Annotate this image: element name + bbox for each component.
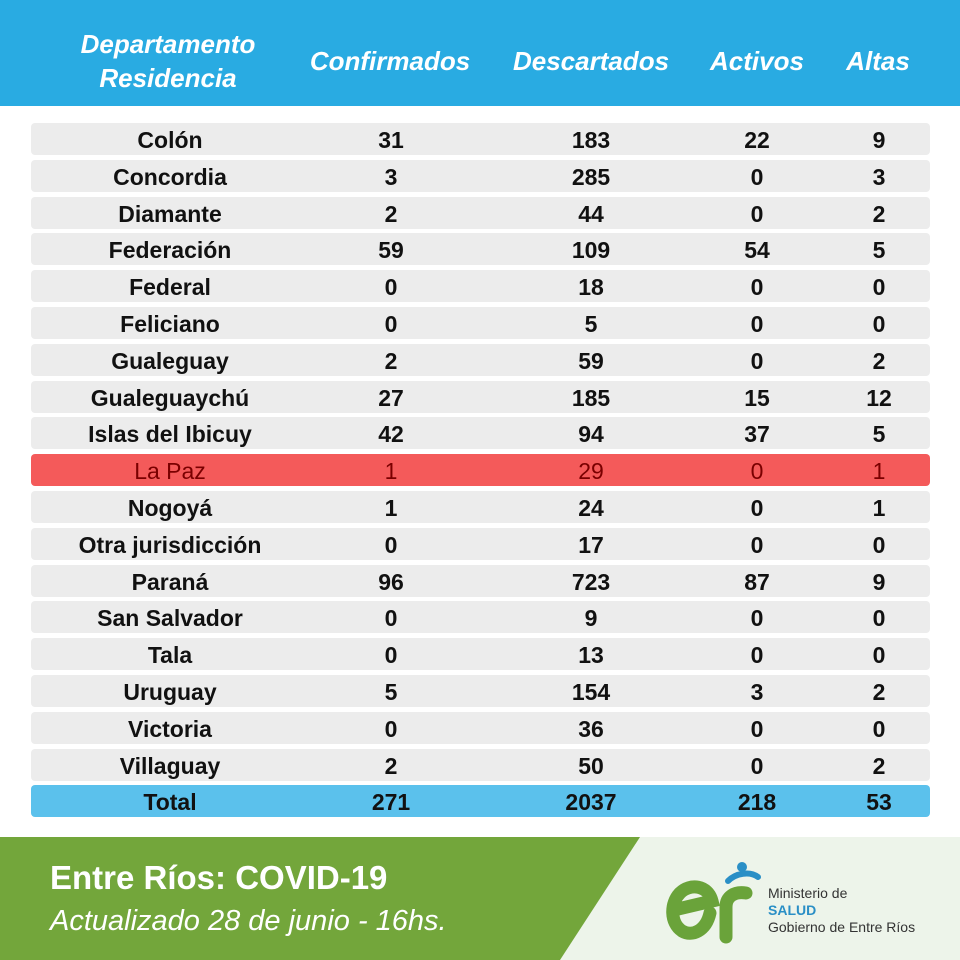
cell-confirmados: 0 (384, 531, 398, 558)
table-row (31, 528, 930, 560)
cell-activos: 0 (750, 274, 764, 301)
cell-altas: 0 (872, 715, 886, 742)
cell-activos: 0 (750, 458, 764, 485)
table-row (31, 160, 930, 192)
cell-confirmados: 0 (384, 274, 398, 301)
cell-departamento: Feliciano (120, 310, 220, 337)
cell-descartados: 18 (578, 274, 604, 301)
header-departamento-line1: Departamento (80, 29, 256, 59)
table-row (31, 344, 930, 376)
cell-departamento: Nogoyá (127, 494, 213, 521)
cell-departamento: Victoria (128, 715, 212, 742)
cell-activos: 0 (750, 752, 764, 779)
cell-confirmados: 0 (384, 605, 398, 632)
header-confirmados: Confirmados (309, 46, 471, 76)
cell-altas: 12 (866, 384, 892, 411)
cell-activos: 37 (744, 421, 770, 448)
table-row (31, 307, 930, 339)
cell-activos: 15 (744, 384, 770, 411)
cell-confirmados: 0 (384, 642, 398, 669)
cell-descartados: 285 (571, 163, 611, 190)
total-departamento: Total (143, 789, 197, 816)
cell-descartados: 24 (578, 494, 604, 521)
total-descartados: 2037 (565, 789, 617, 816)
table-row (31, 381, 930, 413)
footer-title: Entre Ríos: COVID-19 (50, 859, 388, 896)
cell-altas: 9 (872, 127, 886, 153)
cell-confirmados: 1 (384, 494, 398, 521)
ministerio-salud: SALUD (768, 902, 817, 918)
total-row (31, 785, 930, 817)
cell-activos: 0 (750, 642, 764, 669)
cell-descartados: 13 (578, 642, 604, 669)
total-activos: 218 (737, 789, 777, 816)
cell-activos: 0 (750, 531, 764, 558)
cell-confirmados: 0 (384, 310, 398, 337)
cell-departamento: Uruguay (123, 678, 217, 705)
cell-departamento: San Salvador (97, 605, 243, 632)
cell-descartados: 50 (578, 752, 604, 779)
cell-departamento: Gualeguaychú (90, 384, 250, 411)
cell-confirmados: 3 (384, 163, 398, 190)
cell-departamento: Concordia (113, 163, 227, 190)
cell-altas: 2 (872, 200, 886, 227)
cell-descartados: 94 (578, 421, 604, 448)
cell-altas: 3 (872, 163, 886, 190)
table-row (31, 712, 930, 744)
cell-activos: 87 (744, 568, 770, 595)
cell-descartados: 59 (578, 347, 604, 374)
cell-altas: 2 (872, 678, 886, 705)
total-altas: 53 (866, 789, 892, 816)
cell-activos: 0 (750, 605, 764, 632)
table-row (31, 601, 930, 633)
cell-departamento: La Paz (134, 458, 206, 485)
header-activos: Activos (710, 46, 804, 76)
table-row (31, 638, 930, 670)
cell-descartados: 9 (584, 605, 598, 632)
cell-altas: 0 (872, 605, 886, 632)
cell-descartados: 44 (578, 200, 604, 227)
cell-altas: 0 (872, 310, 886, 337)
cell-descartados: 109 (571, 237, 611, 264)
cell-departamento: Villaguay (119, 752, 221, 779)
cell-descartados: 29 (578, 458, 604, 485)
table-row (31, 417, 930, 449)
table-row (31, 565, 930, 597)
cell-descartados: 5 (584, 310, 598, 337)
cell-activos: 22 (744, 127, 770, 153)
cell-confirmados: 2 (384, 752, 398, 779)
cell-confirmados: 5 (384, 678, 398, 705)
cell-departamento: Otra jurisdicción (78, 531, 262, 558)
cell-descartados: 183 (571, 127, 611, 153)
cell-descartados: 723 (571, 568, 611, 595)
cell-altas: 2 (872, 347, 886, 374)
cell-departamento: Islas del Ibicuy (88, 421, 252, 448)
cell-activos: 0 (750, 347, 764, 374)
cell-confirmados: 1 (384, 458, 398, 485)
cell-activos: 0 (750, 494, 764, 521)
cell-descartados: 185 (571, 384, 611, 411)
cell-confirmados: 2 (384, 200, 398, 227)
cell-activos: 0 (750, 163, 764, 190)
ministerio-label (768, 885, 915, 936)
cell-departamento: Gualeguay (111, 347, 229, 374)
cell-altas: 0 (872, 274, 886, 301)
table-row (31, 675, 930, 707)
cell-confirmados: 0 (384, 715, 398, 742)
total-confirmados: 271 (371, 789, 411, 816)
cell-descartados: 36 (578, 715, 604, 742)
cell-departamento: Federal (129, 274, 211, 301)
table-row (31, 454, 930, 486)
cell-altas: 5 (872, 237, 886, 264)
cell-confirmados: 96 (378, 568, 404, 595)
cell-departamento: Diamante (118, 200, 222, 227)
cell-activos: 0 (750, 310, 764, 337)
cell-descartados: 154 (571, 678, 611, 705)
cell-activos: 54 (744, 237, 770, 264)
cell-confirmados: 27 (378, 384, 404, 411)
cell-altas: 1 (872, 458, 886, 485)
table-row (31, 491, 930, 523)
header-departamento-line2: Residencia (99, 63, 237, 93)
cell-descartados: 17 (578, 531, 604, 558)
table-row (31, 749, 930, 781)
table-row (31, 270, 930, 302)
cell-departamento: Colón (137, 127, 203, 153)
header-altas: Altas (846, 46, 910, 76)
cell-departamento: Tala (147, 642, 193, 669)
cell-altas: 1 (872, 494, 886, 521)
footer (0, 837, 960, 960)
footer-subtitle: Actualizado 28 de junio - 16hs. (50, 905, 447, 937)
header-descartados: Descartados (512, 46, 670, 76)
er-logo-icon (666, 857, 766, 947)
table-row (31, 123, 930, 155)
cell-departamento: Federación (108, 237, 232, 264)
cell-confirmados: 59 (378, 237, 404, 264)
cell-departamento: Paraná (131, 568, 209, 595)
cell-confirmados: 31 (378, 127, 404, 153)
table-header (0, 0, 960, 106)
ministerio-gobierno: Gobierno de Entre Ríos (768, 919, 916, 935)
cell-activos: 3 (750, 678, 764, 705)
table-row (31, 233, 930, 265)
data-table (31, 123, 930, 822)
cell-confirmados: 2 (384, 347, 398, 374)
cell-altas: 9 (872, 568, 886, 595)
cell-confirmados: 42 (378, 421, 404, 448)
table-row (31, 197, 930, 229)
cell-activos: 0 (750, 200, 764, 227)
cell-activos: 0 (750, 715, 764, 742)
cell-altas: 0 (872, 642, 886, 669)
cell-altas: 2 (872, 752, 886, 779)
cell-altas: 0 (872, 531, 886, 558)
header-departamento (50, 27, 286, 95)
ministerio-line1: Ministerio de (768, 885, 848, 901)
cell-altas: 5 (872, 421, 886, 448)
